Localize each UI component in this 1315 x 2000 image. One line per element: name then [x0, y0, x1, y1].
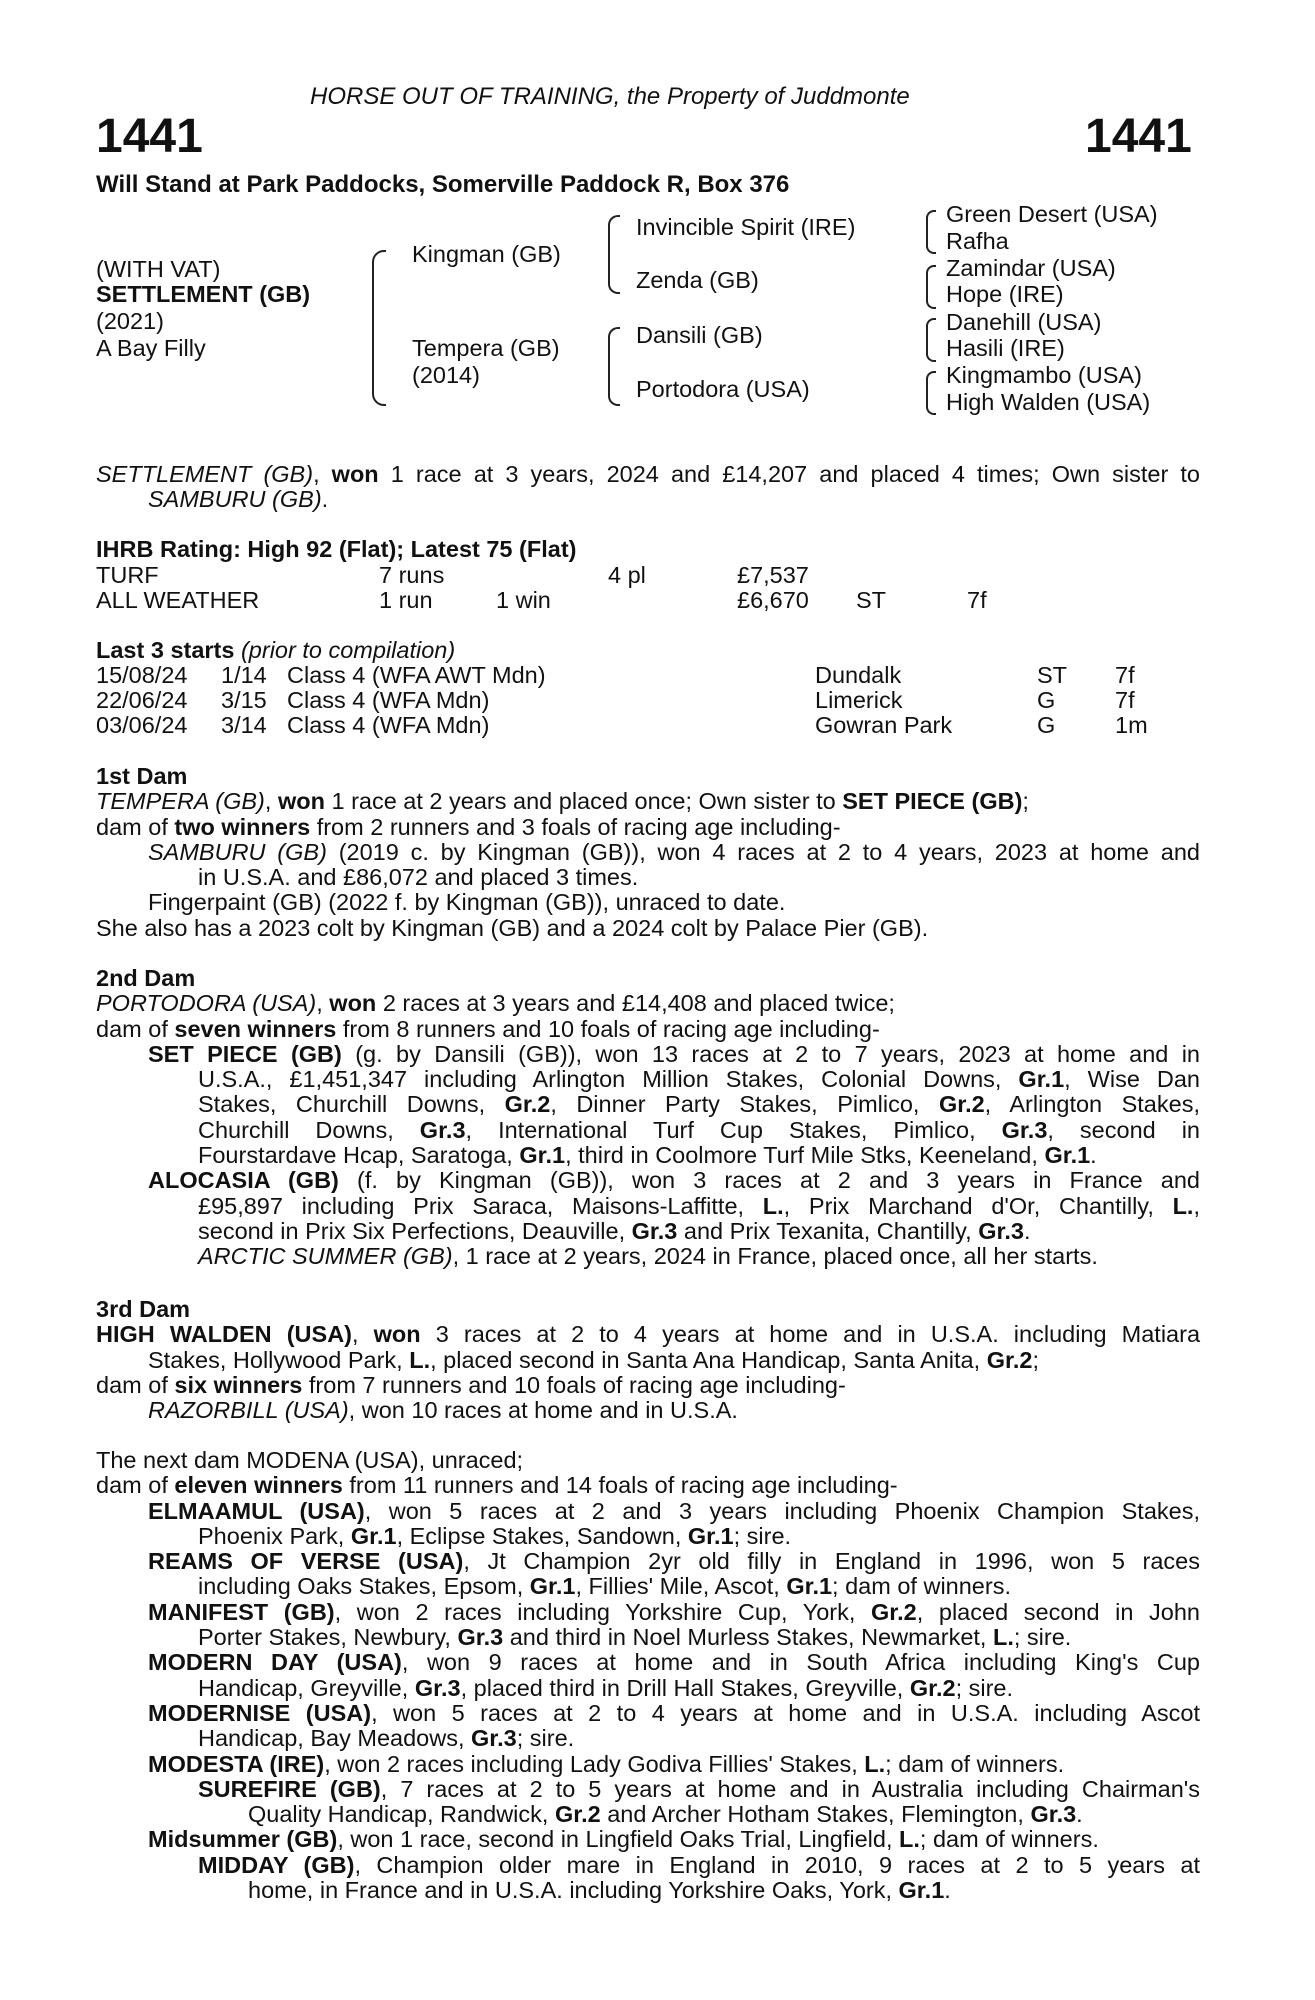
start-date: 03/06/24 — [96, 712, 188, 738]
start-race: Class 4 (WFA AWT Mdn) — [287, 662, 546, 688]
summary-sister: SAMBURU (GB) — [148, 486, 322, 513]
start-distance: 7f — [1115, 662, 1135, 688]
aw-wins: 1 win — [496, 587, 551, 613]
second-dam-title: 2nd Dam — [96, 965, 196, 991]
pedigree-sss: Green Desert (USA) — [946, 201, 1158, 227]
start-position: 3/14 — [221, 712, 267, 738]
start-going: ST — [1037, 662, 1068, 688]
pedigree-ddd: High Walden (USA) — [946, 389, 1151, 415]
pedigree-sire: Kingman (GB) — [412, 241, 561, 267]
summary-horse-name: SETTLEMENT (GB) — [96, 461, 314, 487]
pedigree-dss: Danehill (USA) — [946, 309, 1102, 335]
start-position: 1/14 — [221, 662, 267, 688]
aw-distance: 7f — [967, 587, 987, 613]
last-starts-table — [96, 663, 1200, 741]
rating-title: IHRB Rating: High 92 (Flat); Latest 75 (Flat) — [96, 536, 577, 562]
start-course: Dundalk — [815, 662, 902, 688]
turf-label: TURF — [96, 562, 159, 588]
horse-description: A Bay Filly — [96, 335, 206, 361]
sale-title: HORSE OUT OF TRAINING, the Property of Juddmonte — [310, 83, 910, 110]
last-starts-heading: Last 3 starts (prior to compilation) — [96, 637, 456, 663]
first-dam-title: 1st Dam — [96, 763, 188, 789]
pedigree-brace-dam — [608, 327, 620, 406]
next-dam-intro: The next dam MODENA (USA), unraced; — [96, 1447, 524, 1473]
aw-money: £6,670 — [737, 587, 809, 613]
third-dam-section: 3rd Dam HIGH WALDEN (USA), won 3 races at 2 to 4 years at home and in U.S.A. including Matiara Stakes, Hollywood Park, L., placed second in Santa Ana Handicap, Santa Anita, Gr.2; dam of six winners from 7 runners and 10 foals of racing age including- RAZORBILL (USA), won 10 races at home and in U.S.A. — [96, 1296, 1201, 1424]
pedigree-dam-dam: Portodora (USA) — [636, 376, 810, 402]
pedigree-sire-sire: Invincible Spirit (IRE) — [636, 214, 856, 240]
turf-placed: 4 pl — [608, 562, 646, 588]
pedigree-dds: Kingmambo (USA) — [946, 362, 1142, 388]
horse-foaling-year: (2021) — [96, 308, 164, 334]
start-going: G — [1037, 687, 1056, 713]
pedigree-brace-sire — [608, 215, 620, 294]
start-going: G — [1037, 712, 1056, 738]
turf-runs: 7 runs — [379, 562, 445, 588]
vat-note: (WITH VAT) — [96, 256, 221, 282]
start-distance: 1m — [1115, 712, 1148, 738]
pedigree-brace-main — [372, 250, 386, 406]
start-course: Limerick — [815, 687, 903, 713]
start-date: 22/06/24 — [96, 687, 188, 713]
pedigree-dsd: Hasili (IRE) — [946, 335, 1065, 361]
start-date: 15/08/24 — [96, 662, 188, 688]
pedigree-sdd: Hope (IRE) — [946, 281, 1064, 307]
aw-runs: 1 run — [379, 587, 433, 613]
stabling-location: Will Stand at Park Paddocks, Somerville Paddock R, Box 376 — [96, 171, 790, 198]
first-dam-section: 1st Dam TEMPERA (GB), won 1 race at 2 years and placed once; Own sister to SET PIECE (GB); dam of two winners from 2 runners and 3 foals of racing age including- SAMBURU (GB) (2019 c. by Kingman (GB)), won 4 races at 2 to 4 years, 2023 at home and in U.S.A. and £86,072 and placed 3 times. Fingerpaint (GB) (2022 f. by Kingman (GB)), unraced to date. She also has a 2023 colt by Kingman (GB) and a 2024 colt by Palace Pier (GB). — [96, 763, 1200, 941]
start-race: Class 4 (WFA Mdn) — [287, 687, 490, 713]
pedigree-sire-dam: Zenda (GB) — [636, 267, 759, 293]
aw-label: ALL WEATHER — [96, 587, 260, 613]
start-position: 3/15 — [221, 687, 267, 713]
second-dam-section: 2nd Dam PORTODORA (USA), won 2 races at 3 years and £14,408 and placed twice; dam of seven winners from 8 runners and 10 foals of racing age including- SET PIECE (GB) (g. by Dansili (GB)), won 13 races at 2 to 7 years, 2023 at home and in U.S.A., £1,451,347 including Arlington Million Stakes, Colonial Downs, Gr.1, Wise Dan Stakes, Churchill Downs, Gr.2, Dinner Party Stakes, Pimlico, Gr.2, Arlington Stakes, Churchill Downs, Gr.3, International Turf Cup Stakes, Pimlico, Gr.3, second in Fourstardave Hcap, Saratoga, Gr.1, third in Coolmore Turf Mile Stks, Keeneland, Gr.1. ALOCASIA (GB) (f. by Kingman (GB)), won 3 races at 2 and 3 years in France and £95,897 including Prix Saraca, Maisons-Laffitte, L., Prix Marchand d'Or, Chantilly, L., second in Prix Six Perfections, Deauville, Gr.3 and Prix Texanita, Chantilly, Gr.3. ARCTIC SUMMER (GB), 1 race at 2 years, 2024 in France, placed once, all her starts. — [96, 965, 1201, 1270]
pedigree-dam: Tempera (GB) — [412, 335, 560, 361]
start-race: Class 4 (WFA Mdn) — [287, 712, 490, 738]
start-distance: 7f — [1115, 687, 1135, 713]
pedigree-brace-ss — [926, 210, 936, 254]
lot-number-left: 1441 — [96, 110, 203, 163]
race-summary: SETTLEMENT (GB), won 1 race at 3 years, 2024 and £14,207 and placed 4 times; Own sister to SAMBURU (GB). — [96, 461, 1200, 513]
third-dam-title: 3rd Dam — [96, 1296, 191, 1322]
rating-table — [96, 563, 1200, 615]
pedigree-brace-dd — [926, 371, 936, 415]
horse-name: SETTLEMENT (GB) — [96, 281, 311, 307]
lot-number-right: 1441 — [1085, 110, 1192, 163]
pedigree-brace-sd — [926, 265, 936, 309]
pedigree-sds: Zamindar (USA) — [946, 255, 1116, 281]
aw-going: ST — [856, 587, 887, 613]
pedigree-dam-sire: Dansili (GB) — [636, 322, 763, 348]
pedigree-brace-ds — [926, 318, 936, 362]
pedigree-ssd: Rafha — [946, 228, 1009, 254]
pedigree-dam-year: (2014) — [412, 362, 480, 388]
turf-money: £7,537 — [737, 562, 809, 588]
start-course: Gowran Park — [815, 712, 953, 738]
next-dam-section: The next dam MODENA (USA), unraced; dam of eleven winners from 11 runners and 14 foals of racing age including- ELMAAMUL (USA), won 5 races at 2 and 3 years including Phoenix Champion Stakes, Phoenix Park, Gr.1, Eclipse Stakes, Sandown, Gr.1; sire. REAMS OF VERSE (USA), Jt Champion 2yr old filly in England in 1996, won 5 races including Oaks Stakes, Epsom, Gr.1, Fillies' Mile, Ascot, Gr.1; dam of winners. MANIFEST (GB), won 2 races including Yorkshire Cup, York, Gr.2, placed second in John Porter Stakes, Newbury, Gr.3 and third in Noel Murless Stakes, Newmarket, L.; sire. MODERN DAY (USA), won 9 races at home and in South Africa including King's Cup Handicap, Greyville, Gr.3, placed third in Drill Hall Stakes, Greyville, Gr.2; sire. MODERNISE (USA), won 5 races at 2 to 4 years at home and in U.S.A. including Ascot Handicap, Bay Meadows, Gr.3; sire. MODESTA (IRE), won 2 races including Lady Godiva Fillies' Stakes, L.; dam of winners. SUREFIRE (GB), 7 races at 2 to 5 years at home and in Australia including Chairman's Quality Handicap, Randwick, Gr.2 and Archer Hotham Stakes, Flemington, Gr.3. Midsummer (GB), won 1 race, second in Lingfield Oaks Trial, Lingfield, L.; dam of winners. MIDDAY (GB), Champion older mare in England in 2010, 9 races at 2 to 5 years at home, in France and in U.S.A. including Yorkshire Oaks, York, Gr.1. — [96, 1447, 1201, 1904]
